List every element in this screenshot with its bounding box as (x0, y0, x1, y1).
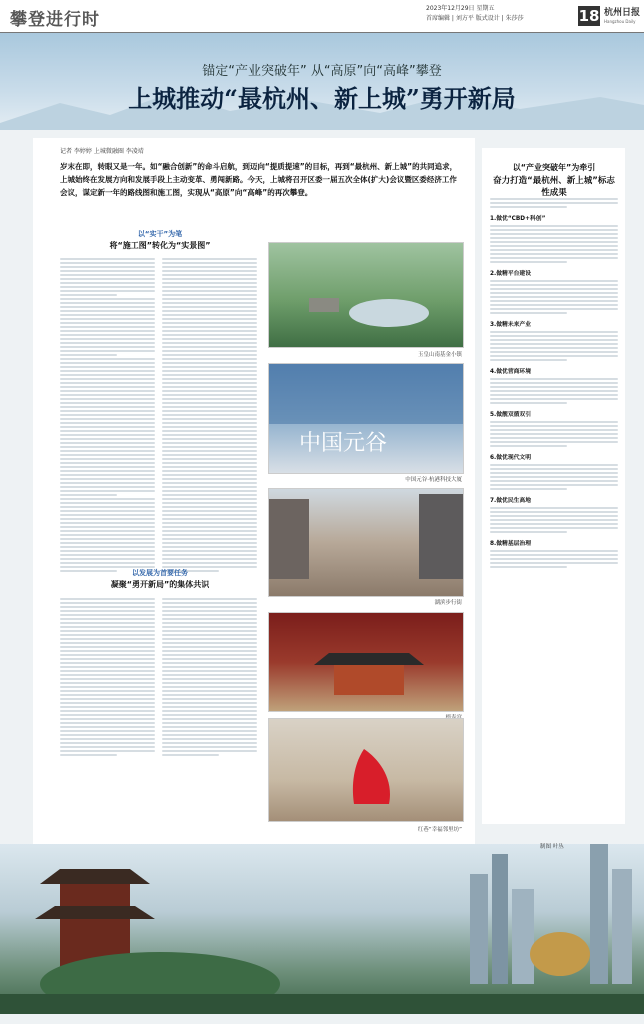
street-illustration (269, 489, 463, 596)
sidebar-heading: 8.做精基层治理 (490, 541, 532, 547)
sidebar-title: 奋力打造“最杭州、新上城”标志性成果 (493, 176, 615, 198)
section-title: 攀登进行时 (10, 10, 100, 30)
sidebar-heading: 1.做优“CBD+科创” (490, 216, 546, 222)
section1-label: 以“实干”为笔 (137, 230, 183, 238)
page-number: 18 (578, 7, 600, 25)
newspaper-logo-sub: Hangzhou Daily (604, 19, 636, 24)
sidebar-heading: 6.做优现代文明 (490, 455, 532, 461)
glass-building-illustration (269, 364, 463, 473)
body-column-3 (60, 598, 155, 758)
sidebar-label: 以“产业突破年”为牵引 (512, 163, 596, 172)
neighborhood-illustration (269, 719, 463, 821)
body-column-4 (162, 598, 257, 758)
graphic-credit: 制图 叶丛 (540, 844, 564, 850)
body-column-1 (60, 258, 155, 574)
newspaper-logo: 杭州日报 (604, 8, 641, 18)
photo-caption: 中国元谷·杭港科技大厦 (405, 477, 462, 483)
article-subtitle: 锚定“产业突破年” 从“高原”向“高峰”攀登 (202, 64, 442, 79)
section2-title: 凝聚“勇开新局”的集体共识 (110, 580, 210, 589)
photo-caption: 湖滨步行街 (434, 600, 462, 606)
svg-text:中国元谷: 中国元谷 (299, 431, 388, 456)
section1-title: 将“施工图”转化为“实景图” (109, 241, 211, 250)
sidebar-heading: 5.做靓双循双引 (490, 412, 532, 418)
issue-date: 2023年12月29日 星期五 (426, 5, 495, 12)
sidebar-body (490, 198, 618, 570)
photo-deshou-palace (268, 612, 464, 712)
article-intro: 岁末在即，转眼又是一年。如“融合创新”的命斗启航，到迈向“提质提速”的目标，再到“最杭州、新上城”的共同追求，上城始终在发展方向和发展手段上主动变革、勇闯新路。今天，上城将召开区委一届五次全体(扩大)会议暨区委经济工作会议，谋定新一年的路线图和施工图，实现从“高原”向“高峰”的再次攀登。 (60, 162, 458, 197)
sidebar-heading: 3.做精未来产业 (490, 322, 532, 328)
bottom-cityscape (0, 844, 644, 1014)
sidebar-heading: 4.做优营商环境 (490, 369, 532, 375)
palace-illustration (269, 613, 463, 711)
sidebar-heading: 7.做优民生高地 (490, 498, 532, 504)
cityscape-illustration (0, 844, 644, 1014)
photo-hubin-pedestrian-street (268, 488, 464, 597)
photo-yuhuang-fund-town (268, 242, 464, 348)
photo-caption: 玉皇山南基金小镇 (417, 352, 462, 358)
body-column-2 (162, 258, 257, 574)
byline: 记者 李婷婷 上城微融圈 李凌靖 (60, 148, 144, 155)
sidebar-heading: 2.做精平台建设 (490, 271, 532, 277)
aerial-park-illustration (269, 243, 463, 347)
photo-china-yuangu-building (268, 363, 464, 474)
issue-meta (426, 4, 524, 24)
editor-credit: 首席编辑 | 刘方平 版式设计 | 朱莎莎 (426, 15, 524, 22)
photo-hongxiang-neighborhood (268, 718, 464, 822)
section2-label: 以发展为首要任务 (132, 569, 188, 577)
photo-caption: 红巷“幸福邻里坊” (417, 827, 462, 833)
article-headline: 上城推动“最杭州、新上城”勇开新局 (128, 84, 516, 113)
